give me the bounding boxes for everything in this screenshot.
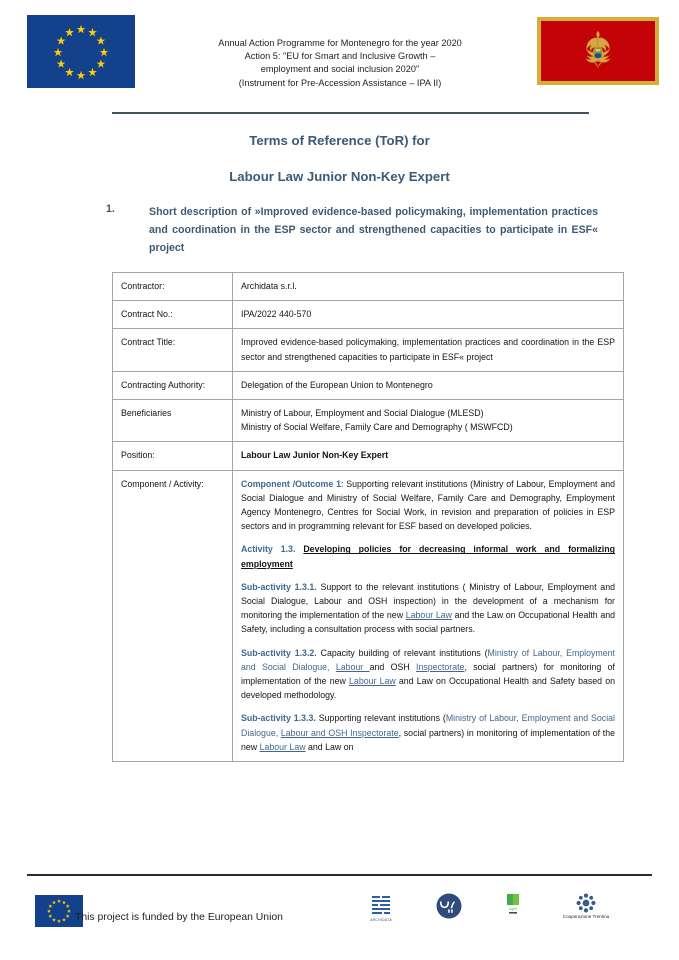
body-component-outcome-1: : Supporting relevant institutions (Ministry of Labour, Employment and Social Dialogue and Ministry of Social Welfare, Family Care and Demography, Employment Agency Montenegro, Centres for Social Work, in revision and preparation of policies in ESP sectors and in programming relevant for ESF based on developed policies. bbox=[241, 478, 615, 532]
table-row bbox=[113, 273, 624, 301]
archidata-logo-caption: ARCHIDATA bbox=[370, 918, 392, 922]
table-row bbox=[113, 400, 624, 442]
row-value-beneficiaries bbox=[233, 400, 624, 442]
link-labour-law-2: Labour Law bbox=[349, 676, 396, 687]
body-sub-activity-1-3-2-a: Capacity building of relevant institutions ( bbox=[320, 647, 488, 658]
table-row bbox=[113, 470, 624, 761]
position-title: Labour Law Junior Non-Key Expert bbox=[229, 169, 450, 184]
row-value-contracting-authority: Delegation of the European Union to Montenegro bbox=[233, 371, 624, 399]
cooperazione-trentina-logo-caption: Cooperazione Trentina bbox=[562, 914, 610, 919]
link-labour-law-3: Labour Law bbox=[259, 741, 306, 752]
document-footer bbox=[0, 893, 679, 938]
section-1 bbox=[106, 203, 598, 257]
lead-sub-activity-1-3-2: Sub-activity 1.3.2. bbox=[241, 647, 317, 658]
lead-sub-activity-1-3-3: Sub-activity 1.3.3. bbox=[241, 713, 316, 724]
table-row bbox=[113, 442, 624, 470]
body-sub-activity-1-3-2-c: and Law on Occupational Health and Safety based on developed methodology. bbox=[241, 676, 615, 701]
table-row bbox=[113, 371, 624, 399]
header-line-1: Annual Action Programme for Montenegro for the year 2020 bbox=[218, 38, 462, 48]
body-sub-activity-1-3-3-a: Supporting relevant institutions ( bbox=[318, 713, 446, 724]
footer-divider bbox=[27, 874, 652, 876]
partner-logo-strip bbox=[352, 893, 632, 935]
programme-header-text bbox=[150, 37, 530, 90]
section-1-number: 1. bbox=[106, 203, 115, 215]
document-header bbox=[0, 10, 679, 95]
link-labour-law-1: Labour Law bbox=[405, 610, 452, 621]
row-value-contract-no: IPA/2022 440-570 bbox=[233, 301, 624, 329]
row-label-component-activity: Component / Activity: bbox=[113, 470, 233, 761]
body-sub-activity-1-3-2-b: , social partners) for monitoring of implementation of the new bbox=[241, 661, 615, 687]
paragraph-sub-activity-1-3-2 bbox=[241, 646, 615, 703]
paragraph-component-outcome-1 bbox=[241, 477, 615, 534]
body-sub-activity-1-3-1-a: Support to the relevant institutions ( Ministry of Labour, Employment and Social Dialogue, Labour and OSH inspection) in the development of a mechanism for monitoring the implementation of the new bbox=[241, 581, 615, 621]
paragraph-activity-1-3 bbox=[241, 542, 615, 570]
text-osh-1-3-2: and OSH bbox=[369, 661, 417, 672]
header-divider bbox=[112, 112, 589, 114]
row-label-contracting-authority: Contracting Authority: bbox=[113, 371, 233, 399]
paragraph-sub-activity-1-3-1 bbox=[241, 580, 615, 637]
body-sub-activity-1-3-1-b: and the Law on Occupational Health and Safety, including a consultation process with social partners. bbox=[241, 610, 616, 635]
accent-ministry-1-3-2: Ministry of Labour, Employment and Social Dialogue, bbox=[241, 647, 615, 672]
body-sub-activity-1-3-3-b: , social partners) in monitoring of implementation of the new bbox=[241, 727, 615, 752]
row-label-beneficiaries: Beneficiaries bbox=[113, 400, 233, 442]
uniweb-logo bbox=[420, 893, 478, 935]
row-value-position: Labour Law Junior Non-Key Expert bbox=[233, 442, 624, 470]
accent-ministry-1-3-3: Ministry of Labour, Employment and Social Dialogue, bbox=[241, 713, 615, 738]
link-labour-osh-inspectorate-1-3-3: Labour and OSH Inspectorate bbox=[280, 727, 399, 738]
svg-text:cgm: cgm bbox=[509, 906, 517, 911]
montenegro-flag-icon bbox=[537, 17, 659, 85]
page-title: Terms of Reference (ToR) for bbox=[249, 133, 430, 148]
header-line-2: Action 5: "EU for Smart and Inclusive Growth – bbox=[244, 51, 436, 62]
row-value-contract-title: Improved evidence-based policymaking, implementation practices and coordination in the ESP sector and strengthened capacities to participate in ESF« project bbox=[233, 329, 624, 371]
row-label-position: Position: bbox=[113, 442, 233, 470]
row-value-component-activity bbox=[233, 470, 624, 761]
body-sub-activity-1-3-3-c: and Law on bbox=[305, 741, 354, 752]
eu-flag-icon bbox=[27, 15, 135, 88]
archidata-logo bbox=[352, 893, 410, 935]
funding-caption: This project is funded by the European Union bbox=[75, 912, 283, 923]
row-value-contractor: Archidata s.r.l. bbox=[233, 273, 624, 301]
header-line-4: (Instrument for Pre-Accession Assistance – IPA II) bbox=[238, 77, 442, 88]
link-inspectorate-1-3-2: Inspectorate bbox=[416, 661, 465, 672]
paragraph-sub-activity-1-3-3 bbox=[241, 711, 615, 754]
table-row bbox=[113, 329, 624, 371]
link-labour-1-3-2: Labour bbox=[335, 661, 370, 672]
cooperazione-trentina-logo bbox=[542, 893, 630, 935]
header-line-3: employment and social inclusion 2020" bbox=[260, 64, 420, 75]
beneficiary-line-1: Ministry of Labour, Employment and Social Dialogue (MLESD) bbox=[241, 408, 484, 419]
beneficiary-line-2: Ministry of Social Welfare, Family Care and Demography ( MSWFCD) bbox=[241, 422, 513, 433]
row-label-contractor: Contractor: bbox=[113, 273, 233, 301]
row-label-contract-no: Contract No.: bbox=[113, 301, 233, 329]
section-1-text: Short description of »Improved evidence-based policymaking, implementation practices and coordination in the ESP sector and strengthened capacities to participate in ESF« project bbox=[149, 206, 598, 254]
row-label-contract-title: Contract Title: bbox=[113, 329, 233, 371]
tor-details-table bbox=[112, 272, 624, 762]
body-activity-1-3: Developing policies for decreasing informal work and formalizing employment bbox=[241, 544, 615, 569]
lead-sub-activity-1-3-1: Sub-activity 1.3.1. bbox=[241, 581, 317, 592]
lead-activity-1-3: Activity 1.3. bbox=[241, 544, 296, 555]
cgm-logo bbox=[484, 893, 542, 935]
lead-component-outcome-1: Component /Outcome 1 bbox=[241, 478, 341, 489]
table-row bbox=[113, 301, 624, 329]
